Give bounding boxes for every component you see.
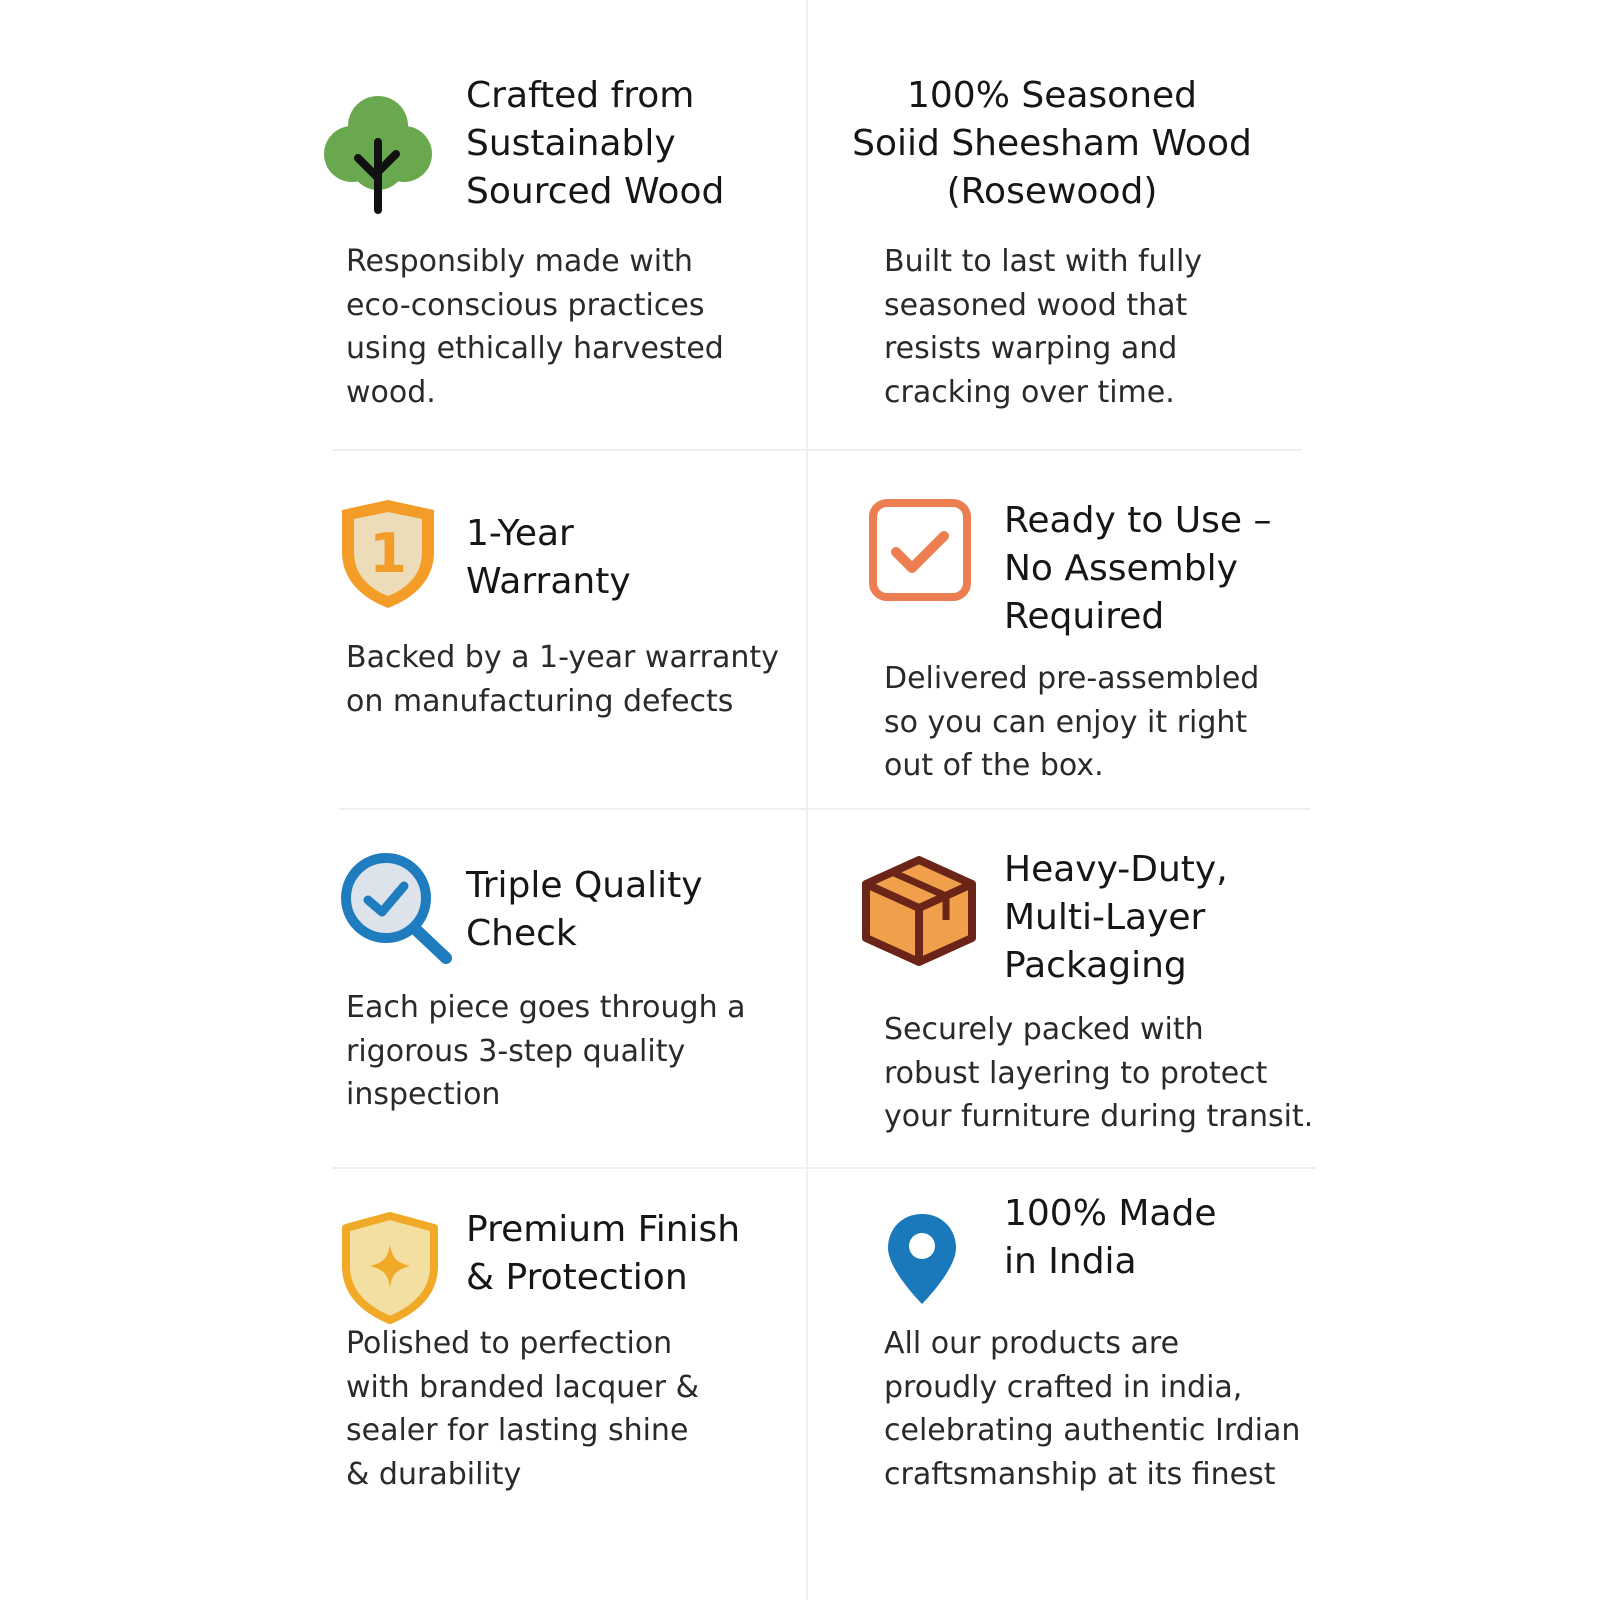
row-divider-3 [332,1167,1316,1169]
box-icon [860,854,978,966]
feature-description: Each piece goes through a rigorous 3-step quality inspection [346,990,746,1112]
checkbox-icon [868,498,972,602]
feature-description: Built to last with fully seasoned wood that resists warping and cracking over time. [884,244,1203,410]
feature-description: Polished to perfection with branded lacquer & sealer for lasting shine & durability [346,1326,700,1492]
feature-description: Backed by a 1-year warranty on manufacturing defects [346,640,779,719]
feature-title: Premium Finish & Protection [466,1209,741,1298]
feature-title: Ready to Use – No Assembly Required [1004,500,1272,637]
feature-description: Responsibly made with eco-conscious practices using ethically harvested wood. [346,244,724,410]
tree-icon [322,92,434,214]
svg-text:1: 1 [369,522,407,585]
row-divider-2 [340,808,1310,810]
feature-title: 1-Year Warranty [466,513,631,602]
feature-title: 100% Made in India [1004,1193,1217,1282]
feature-title: Triple Quality Check [466,865,703,954]
feature-description: Securely packed with robust layering to protect your furniture during transit. [884,1012,1314,1134]
magnifier-check-icon [340,852,454,966]
shield-sparkle-icon [340,1212,440,1324]
feature-title: 100% Seasoned Soiid Sheesham Wood (Rosewood) [852,75,1252,212]
shield-1-icon [336,496,440,612]
feature-description: All our products are proudly crafted in india, celebrating authentic Irdian craftsmanship at its finest [884,1326,1301,1492]
column-divider [806,0,808,1600]
feature-description: Delivered pre-assembled so you can enjoy it right out of the box. [884,661,1260,783]
feature-title: Heavy-Duty, Multi-Layer Packaging [1004,849,1228,986]
location-pin-icon [884,1210,960,1308]
row-divider-1 [332,449,1302,451]
feature-title: Crafted from Sustainably Sourced Wood [466,75,725,212]
